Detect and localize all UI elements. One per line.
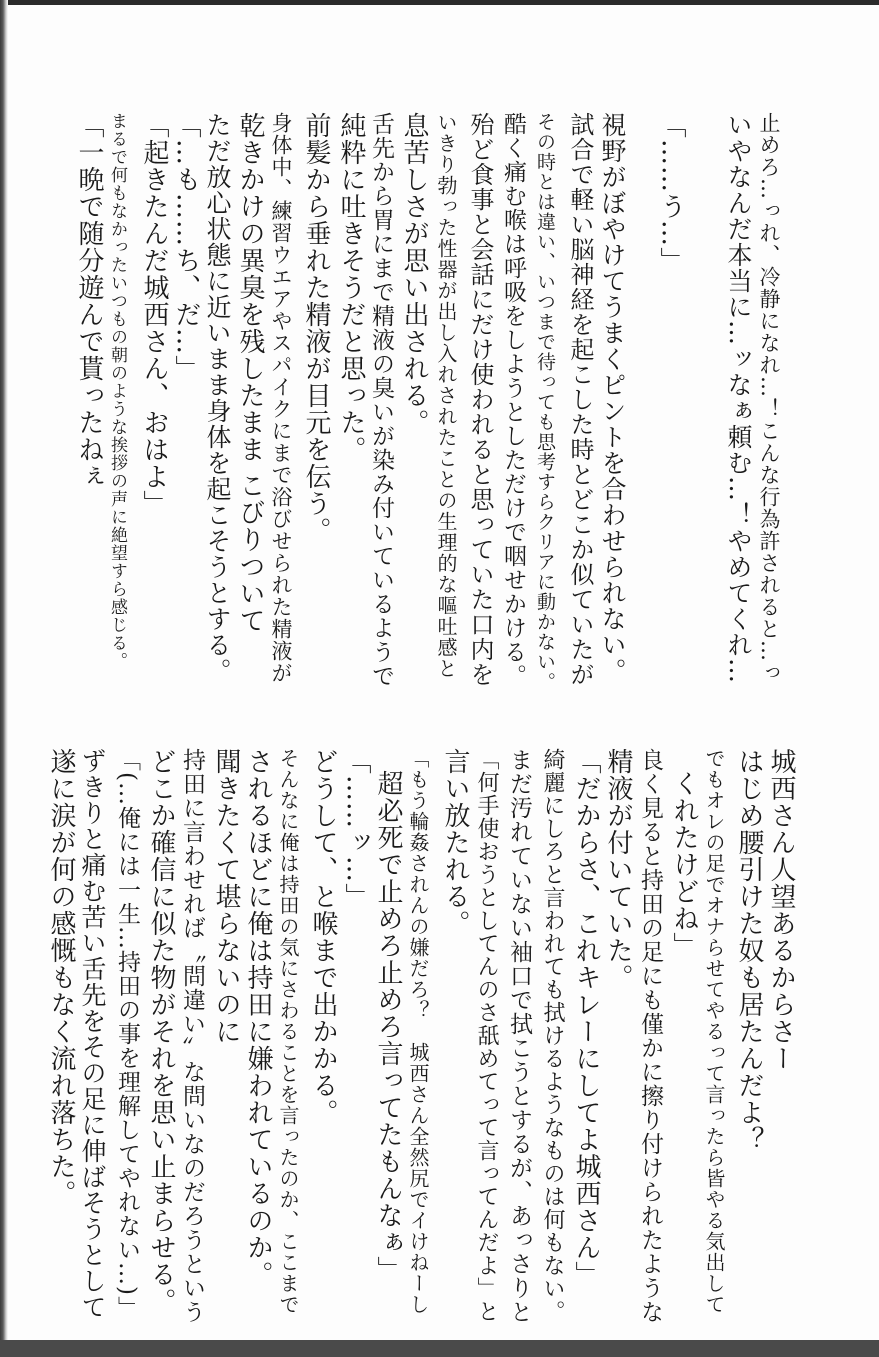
lower-text-line-11: 言い放たれる。	[440, 748, 470, 937]
lower-text-line-14: 「……ッ…」	[341, 748, 371, 910]
lower-text-line-6: 精液が付いていた。	[603, 748, 633, 991]
lower-text-line-20: どこか確信に似た物がそれを思い止まらせる。	[146, 748, 176, 1315]
upper-text-line-10: 息苦しさが思い出される。	[399, 112, 429, 436]
upper-text-line-15: 乾きかけの異臭を残したまま こびりついて	[235, 112, 265, 635]
upper-text-line-5: 試合で軽い脳神経を起こした時とどこか似ていたが	[566, 112, 594, 687]
upper-text-line-14: 身体中、練習ウエアやスパイクにまで浴びせられた精液が	[269, 112, 293, 684]
lower-text-line-16: そんなに俺は持田の気にさわることを言ったのか、ここまで	[276, 748, 300, 1315]
lower-text-line-12: 「もう輪姦されんの嫌だろ？ 城西さん全然尻でイけねーし	[406, 748, 430, 1315]
lower-text-line-3: でもオレの足でオナらせてやるって言ったら皆やる気出して	[702, 748, 726, 1315]
upper-text-line-20: 「一晩で随分遊んで貰ったねぇ	[74, 112, 104, 490]
lower-text-line-18: 聞きたくて堪らないのに	[211, 748, 241, 1045]
page-bottom-edge	[0, 1340, 879, 1357]
lower-text-line-8: 綺麗にしろと言われても拭けるようなものは何もない。	[540, 748, 565, 1323]
upper-text-line-4: 視野がぼやけてうまくピントを合わせられない。	[598, 112, 627, 684]
upper-text-line-6: その時とは違い、いつまで待っても思考すらクリアに動かない。	[534, 112, 556, 692]
upper-text-line-17: 「…も……ち、だ…」	[171, 112, 201, 382]
lower-text-line-17: されるほどに俺は持田に嫌われているのか。	[243, 748, 273, 1288]
lower-text-line-23: 遂に涙が何の感慨もなく流れ落ちた。	[46, 748, 76, 1207]
lower-text-line-9: まだ汚れていない袖口で拭こうとするが、あっさりと	[506, 748, 532, 1324]
upper-text-line-16: ただ放心状態に近いまま身体を起こそうとする。	[203, 112, 232, 684]
lower-text-line-21: 「(…俺には一生…持田の事を理解してやれない…)」	[114, 748, 140, 1320]
upper-text-line-3: 「……う…」	[656, 112, 686, 274]
lower-text-line-4: くれたけどね」	[669, 770, 699, 959]
upper-text-line-7: 酷く痛む喉は呼吸をしようとしただけで咽せかける。	[500, 112, 526, 688]
upper-text-line-8: 殆ど食事と会話にだけ使われると思っていた口内を	[466, 112, 494, 687]
lower-text-line-13: 超必死で止めろ止めろ言ってたもんなぁ」	[373, 770, 403, 1283]
lower-text-line-15: どうして、と喉まで出かかる。	[308, 748, 338, 1126]
lower-text-line-10: 「何手使おうとしてんのさ舐めてって言ってんだよ」と	[474, 748, 499, 1323]
lower-text-line-22: ずきりと痛む苦い舌先をその足に伸ばそうとして	[78, 748, 107, 1320]
lower-text-line-7: 「だからさ、これキレーにしてよ城西さん」	[571, 748, 601, 1288]
upper-text-line-1: 止めろ…っれ、冷静になれ…！こんな行為許されると…っ	[757, 112, 781, 684]
lower-text-line-2: はじめ腰引けた奴も居たんだよ？	[734, 748, 764, 1153]
upper-text-line-9: いきり勃った性器が出し入れされたことの生理的な嘔吐感と	[434, 112, 458, 679]
upper-text-line-11: 舌先から胃にまで精液の臭いが染み付いているようで	[368, 112, 394, 688]
upper-text-line-18: 「起きたんだ城西さん、おはよ」	[139, 112, 169, 517]
upper-text-line-12: 純粋に吐きそうだと思った。	[336, 112, 366, 463]
upper-text-line-19: まるで何もなかったいつもの朝のような挨拶の声に絶望すら感じる。	[107, 112, 127, 670]
lower-text-line-19: 持田に言わせれば〝問違い〟な問いなのだろうという	[179, 748, 205, 1324]
lower-text-line-1: 城西さん人望あるからさー	[766, 748, 796, 1072]
upper-text-line-2: いやなんだ本当に…ッなぁ頼む…！やめてくれ…	[724, 112, 753, 684]
lower-text-line-5: 良く見ると持田の足にも僅かに擦り付けられたような	[637, 748, 663, 1324]
upper-text-line-13: 前髪から垂れた精液が目元を伝う。	[301, 112, 331, 544]
